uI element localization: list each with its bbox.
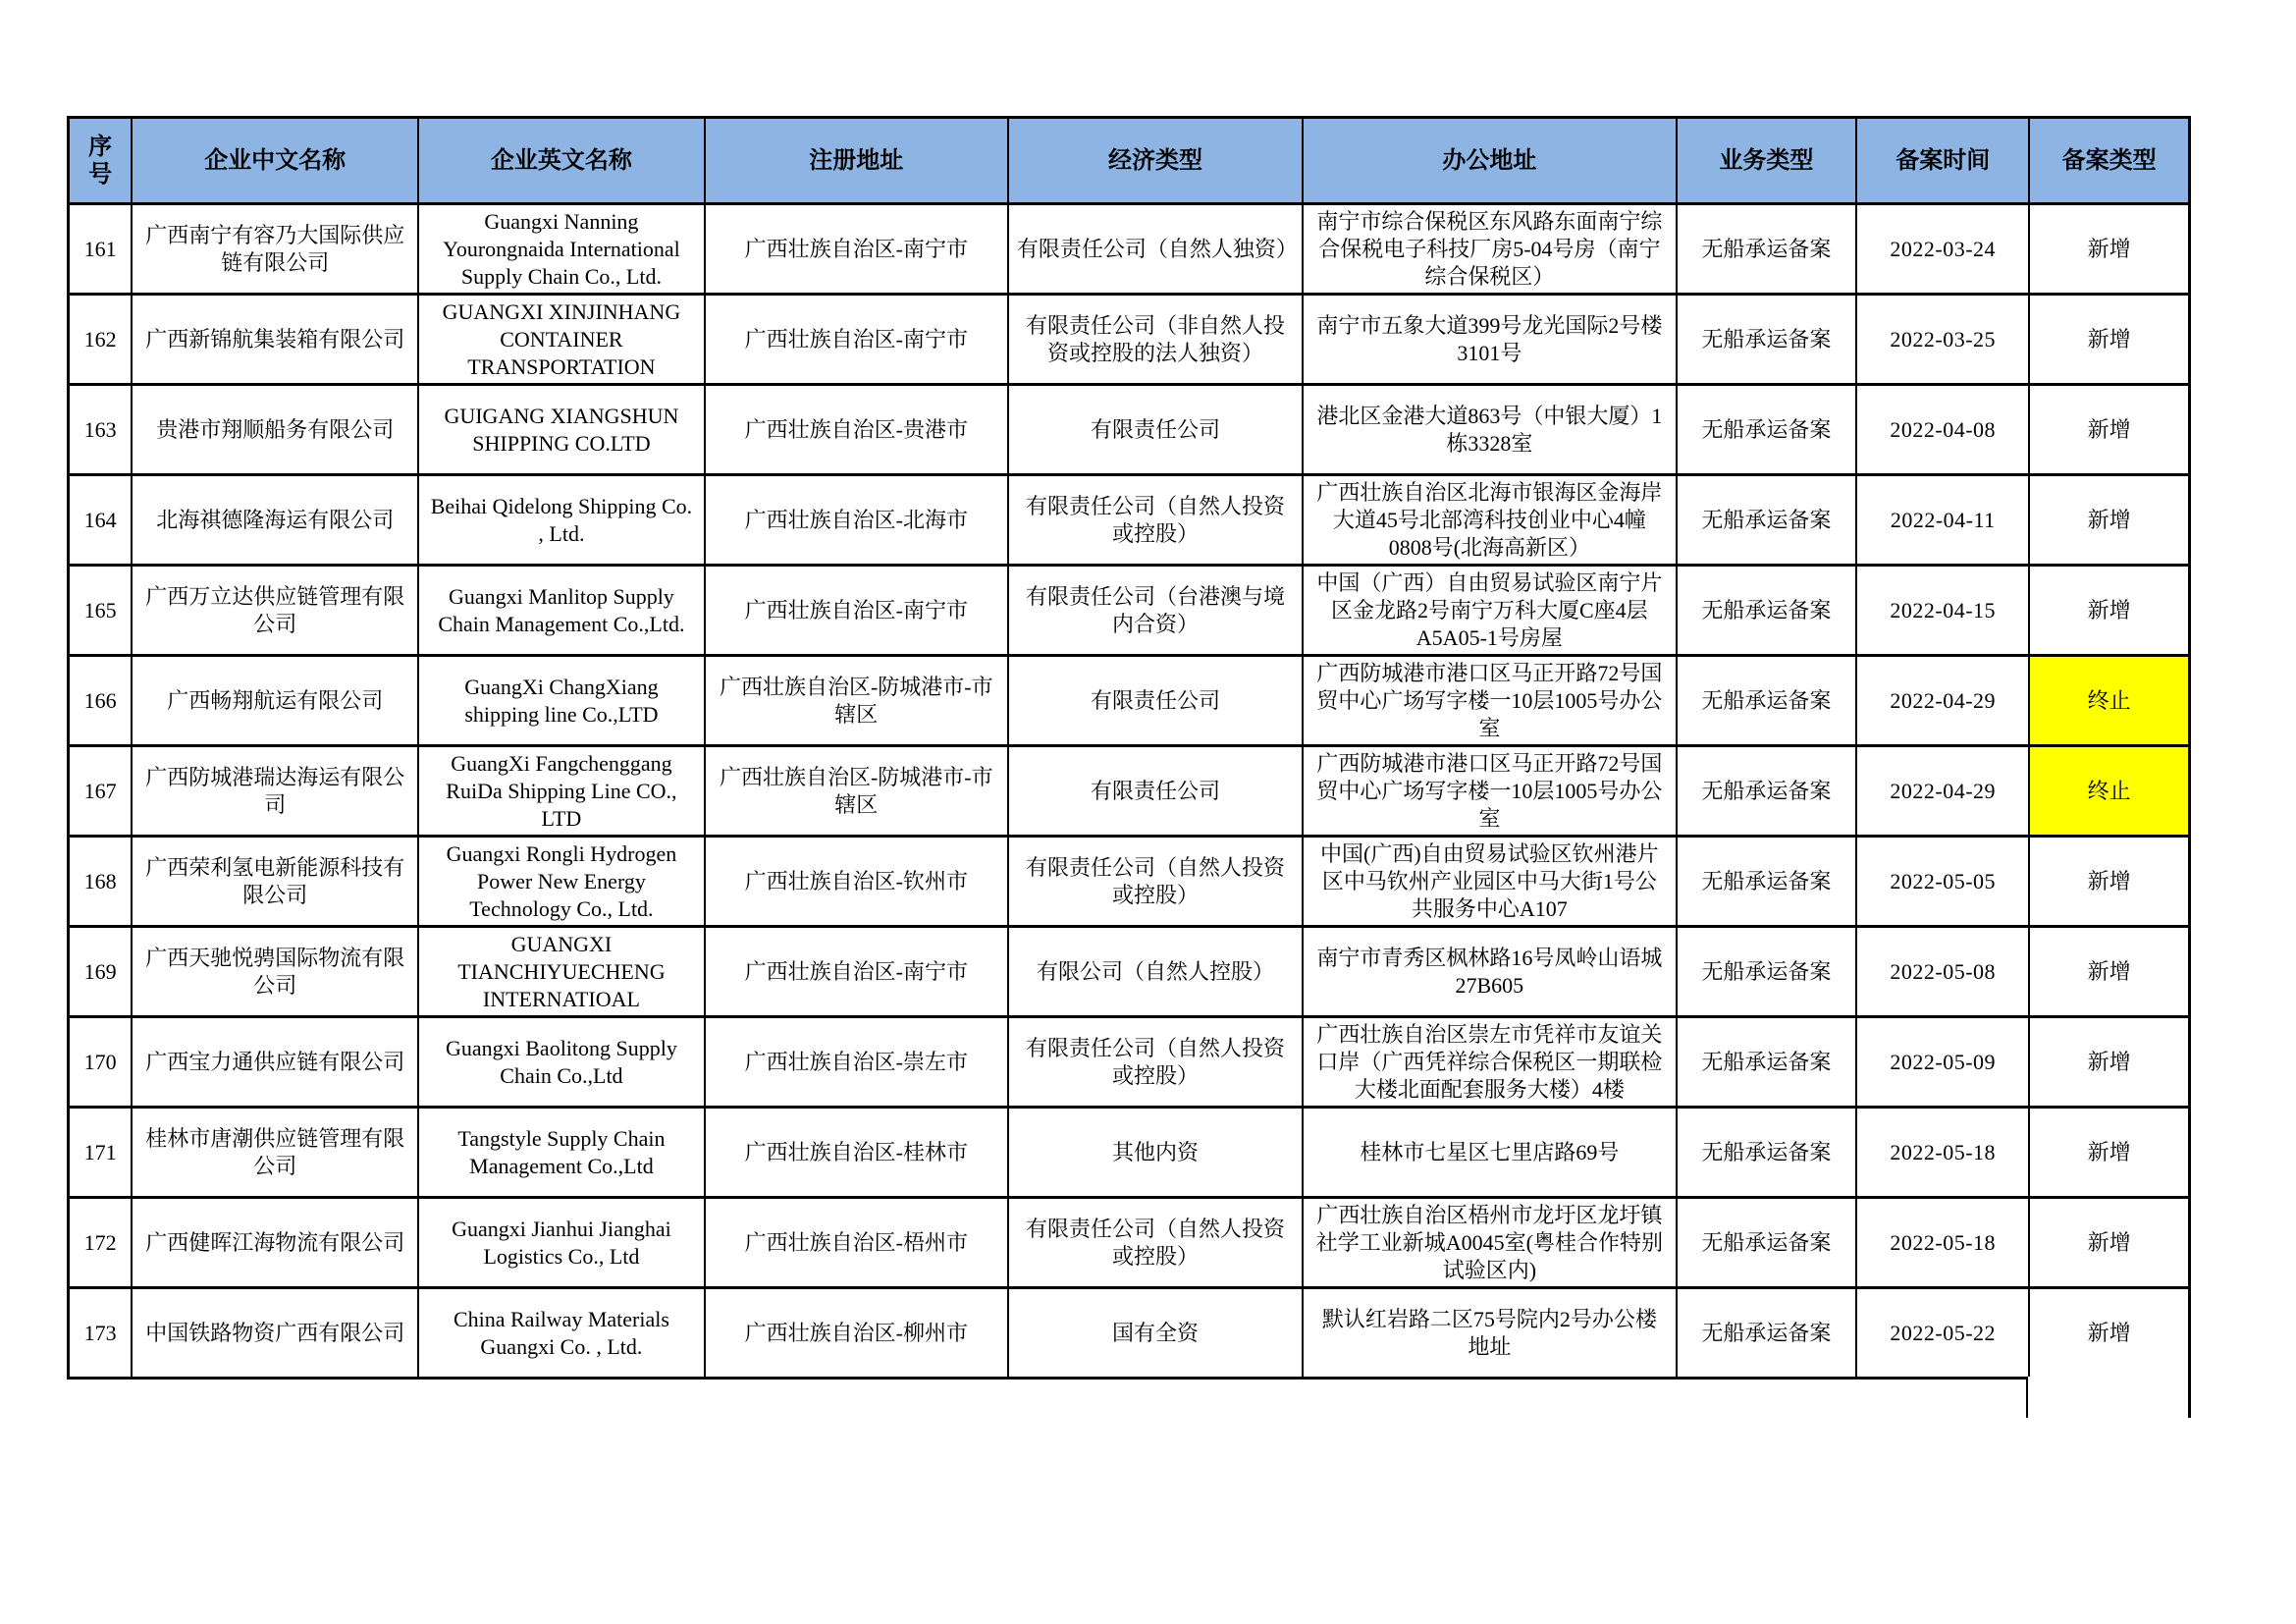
- cell-record-type: 终止: [2029, 656, 2189, 746]
- table-row: [69, 385, 2190, 475]
- cell-cn-name: 广西南宁有容乃大国际供应链有限公司: [132, 204, 418, 295]
- header-cn-name: 企业中文名称: [132, 118, 418, 204]
- cell-reg-address: 广西壮族自治区-南宁市: [705, 295, 1008, 385]
- cell-seq: 167: [69, 746, 133, 837]
- table-row: [69, 204, 2190, 295]
- cell-office-address: 南宁市综合保税区东风路东面南宁综合保税电子科技厂房5-04号房（南宁综合保税区）: [1303, 204, 1676, 295]
- cell-office-address: 中国(广西)自由贸易试验区钦州港片区中马钦州产业园区中马大街1号公共服务中心A107: [1303, 837, 1676, 927]
- cell-office-address: 广西壮族自治区崇左市凭祥市友谊关口岸（广西凭祥综合保税区一期联检大楼北面配套服务大楼）4楼: [1303, 1017, 1676, 1108]
- table-row: [69, 475, 2190, 566]
- cell-office-address: 南宁市五象大道399号龙光国际2号楼3101号: [1303, 295, 1676, 385]
- cell-biz-type: 无船承运备案: [1677, 1198, 1857, 1288]
- cell-record-type: 新增: [2029, 475, 2189, 566]
- cell-reg-address: 广西壮族自治区-钦州市: [705, 837, 1008, 927]
- cell-office-address: 广西防城港市港口区马正开路72号国贸中心广场写字楼一10层1005号办公室: [1303, 656, 1676, 746]
- cell-cn-name: 中国铁路物资广西有限公司: [132, 1288, 418, 1379]
- cell-record-date: 2022-03-24: [1856, 204, 2029, 295]
- cell-record-date: 2022-05-05: [1856, 837, 2029, 927]
- cell-cn-name: 贵港市翔顺船务有限公司: [132, 385, 418, 475]
- cell-econ-type: 其他内资: [1008, 1108, 1303, 1198]
- cell-en-name: GuangXi Fangchenggang RuiDa Shipping Line CO., LTD: [418, 746, 705, 837]
- cell-reg-address: 广西壮族自治区-南宁市: [705, 204, 1008, 295]
- cell-en-name: GUANGXI TIANCHIYUECHENG INTERNATIOAL: [418, 927, 705, 1017]
- cell-seq: 165: [69, 566, 133, 656]
- header-seq: 序号: [69, 118, 133, 204]
- cell-biz-type: 无船承运备案: [1677, 566, 1857, 656]
- cell-en-name: GuangXi ChangXiang shipping line Co.,LTD: [418, 656, 705, 746]
- cell-biz-type: 无船承运备案: [1677, 1108, 1857, 1198]
- cell-seq: 164: [69, 475, 133, 566]
- cell-record-type: 新增: [2029, 927, 2189, 1017]
- header-row: [69, 118, 2190, 204]
- cell-econ-type: 有限责任公司（自然人投资或控股）: [1008, 1017, 1303, 1108]
- cell-office-address: 桂林市七星区七里店路69号: [1303, 1108, 1676, 1198]
- cell-seq: 171: [69, 1108, 133, 1198]
- cell-reg-address: 广西壮族自治区-桂林市: [705, 1108, 1008, 1198]
- cell-record-type: 新增: [2029, 1198, 2189, 1288]
- header-office-address: 办公地址: [1303, 118, 1676, 204]
- company-filing-table-wrap: [67, 116, 2191, 1380]
- cell-cn-name: 广西健晖江海物流有限公司: [132, 1198, 418, 1288]
- cell-en-name: GUANGXI XINJINHANG CONTAINER TRANSPORTATION: [418, 295, 705, 385]
- header-record-date: 备案时间: [1856, 118, 2029, 204]
- cell-reg-address: 广西壮族自治区-南宁市: [705, 927, 1008, 1017]
- cell-cn-name: 广西万立达供应链管理有限公司: [132, 566, 418, 656]
- cell-record-type: 新增: [2029, 1288, 2189, 1379]
- cell-record-type: 新增: [2029, 385, 2189, 475]
- cell-record-type: 新增: [2029, 295, 2189, 385]
- cell-biz-type: 无船承运备案: [1677, 385, 1857, 475]
- cell-cn-name: 桂林市唐潮供应链管理有限公司: [132, 1108, 418, 1198]
- table-row: [69, 837, 2190, 927]
- cell-office-address: 广西壮族自治区北海市银海区金海岸大道45号北部湾科技创业中心4幢0808号(北海高新区）: [1303, 475, 1676, 566]
- cell-en-name: China Railway Materials Guangxi Co. , Ltd.: [418, 1288, 705, 1379]
- cell-record-date: 2022-05-18: [1856, 1108, 2029, 1198]
- company-filing-table: [67, 116, 2191, 1380]
- cell-econ-type: 有限责任公司（自然人投资或控股）: [1008, 837, 1303, 927]
- cell-biz-type: 无船承运备案: [1677, 204, 1857, 295]
- cell-record-date: 2022-05-08: [1856, 927, 2029, 1017]
- cell-seq: 172: [69, 1198, 133, 1288]
- cell-reg-address: 广西壮族自治区-梧州市: [705, 1198, 1008, 1288]
- cell-record-date: 2022-03-25: [1856, 295, 2029, 385]
- cell-record-date: 2022-04-08: [1856, 385, 2029, 475]
- table-row: [69, 1288, 2190, 1379]
- table-row: [69, 1017, 2190, 1108]
- cell-office-address: 港北区金港大道863号（中银大厦）1栋3328室: [1303, 385, 1676, 475]
- cell-record-type: 新增: [2029, 837, 2189, 927]
- cell-reg-address: 广西壮族自治区-北海市: [705, 475, 1008, 566]
- cell-record-date: 2022-05-22: [1856, 1288, 2029, 1379]
- cell-econ-type: 有限责任公司: [1008, 656, 1303, 746]
- cell-reg-address: 广西壮族自治区-防城港市-市辖区: [705, 656, 1008, 746]
- table-row: [69, 1108, 2190, 1198]
- header-econ-type: 经济类型: [1008, 118, 1303, 204]
- cell-cn-name: 广西宝力通供应链有限公司: [132, 1017, 418, 1108]
- cell-biz-type: 无船承运备案: [1677, 837, 1857, 927]
- cell-cn-name: 广西天驰悦骋国际物流有限公司: [132, 927, 418, 1017]
- cell-econ-type: 有限责任公司（自然人独资）: [1008, 204, 1303, 295]
- cell-cn-name: 广西新锦航集装箱有限公司: [132, 295, 418, 385]
- table-row: [69, 1198, 2190, 1288]
- cell-reg-address: 广西壮族自治区-贵港市: [705, 385, 1008, 475]
- cell-en-name: GUIGANG XIANGSHUN SHIPPING CO.LTD: [418, 385, 705, 475]
- cell-record-type: 新增: [2029, 1108, 2189, 1198]
- cell-biz-type: 无船承运备案: [1677, 927, 1857, 1017]
- cell-econ-type: 有限责任公司: [1008, 385, 1303, 475]
- cell-record-type: 终止: [2029, 746, 2189, 837]
- cell-econ-type: 有限责任公司（自然人投资或控股）: [1008, 475, 1303, 566]
- cell-office-address: 默认红岩路二区75号院内2号办公楼地址: [1303, 1288, 1676, 1379]
- cell-biz-type: 无船承运备案: [1677, 656, 1857, 746]
- cell-record-type: 新增: [2029, 204, 2189, 295]
- cell-seq: 162: [69, 295, 133, 385]
- cell-econ-type: 有限责任公司（台港澳与境内合资）: [1008, 566, 1303, 656]
- header-en-name: 企业英文名称: [418, 118, 705, 204]
- cell-en-name: Guangxi Baolitong Supply Chain Co.,Ltd: [418, 1017, 705, 1108]
- cell-reg-address: 广西壮族自治区-防城港市-市辖区: [705, 746, 1008, 837]
- cell-record-date: 2022-05-09: [1856, 1017, 2029, 1108]
- cell-office-address: 广西防城港市港口区马正开路72号国贸中心广场写字楼一10层1005号办公室: [1303, 746, 1676, 837]
- cell-reg-address: 广西壮族自治区-柳州市: [705, 1288, 1008, 1379]
- cell-reg-address: 广西壮族自治区-南宁市: [705, 566, 1008, 656]
- table-row: [69, 927, 2190, 1017]
- cell-office-address: 中国（广西）自由贸易试验区南宁片区金龙路2号南宁万科大厦C座4层A5A05-1号房屋: [1303, 566, 1676, 656]
- cell-econ-type: 国有全资: [1008, 1288, 1303, 1379]
- header-biz-type: 业务类型: [1677, 118, 1857, 204]
- cell-reg-address: 广西壮族自治区-崇左市: [705, 1017, 1008, 1108]
- cell-en-name: Guangxi Jianhui Jianghai Logistics Co., Ltd: [418, 1198, 705, 1288]
- cell-cn-name: 广西畅翔航运有限公司: [132, 656, 418, 746]
- cell-seq: 161: [69, 204, 133, 295]
- cell-record-type: 新增: [2029, 566, 2189, 656]
- cell-seq: 173: [69, 1288, 133, 1379]
- cell-cn-name: 广西防城港瑞达海运有限公司: [132, 746, 418, 837]
- cell-record-date: 2022-04-15: [1856, 566, 2029, 656]
- cell-cn-name: 北海祺德隆海运有限公司: [132, 475, 418, 566]
- table-row: [69, 566, 2190, 656]
- cell-record-date: 2022-04-29: [1856, 746, 2029, 837]
- cell-seq: 166: [69, 656, 133, 746]
- cell-econ-type: 有限责任公司（自然人投资或控股）: [1008, 1198, 1303, 1288]
- cell-biz-type: 无船承运备案: [1677, 475, 1857, 566]
- cell-record-date: 2022-04-29: [1856, 656, 2029, 746]
- last-column-open-cell-tail: [2026, 1377, 2191, 1418]
- header-record-type: 备案类型: [2029, 118, 2189, 204]
- cell-office-address: 广西壮族自治区梧州市龙圩区龙圩镇社学工业新城A0045室(粤桂合作特别试验区内): [1303, 1198, 1676, 1288]
- cell-seq: 163: [69, 385, 133, 475]
- cell-seq: 169: [69, 927, 133, 1017]
- cell-en-name: Guangxi Nanning Yourongnaida International Supply Chain Co., Ltd.: [418, 204, 705, 295]
- cell-en-name: Beihai Qidelong Shipping Co. , Ltd.: [418, 475, 705, 566]
- cell-seq: 168: [69, 837, 133, 927]
- cell-biz-type: 无船承运备案: [1677, 1288, 1857, 1379]
- cell-record-type: 新增: [2029, 1017, 2189, 1108]
- cell-econ-type: 有限责任公司（非自然人投资或控股的法人独资）: [1008, 295, 1303, 385]
- cell-record-date: 2022-04-11: [1856, 475, 2029, 566]
- table-row: [69, 295, 2190, 385]
- cell-en-name: Guangxi Manlitop Supply Chain Management Co.,Ltd.: [418, 566, 705, 656]
- cell-biz-type: 无船承运备案: [1677, 295, 1857, 385]
- cell-cn-name: 广西荣利氢电新能源科技有限公司: [132, 837, 418, 927]
- cell-econ-type: 有限责任公司: [1008, 746, 1303, 837]
- cell-biz-type: 无船承运备案: [1677, 1017, 1857, 1108]
- cell-en-name: Tangstyle Supply Chain Management Co.,Ltd: [418, 1108, 705, 1198]
- cell-seq: 170: [69, 1017, 133, 1108]
- cell-biz-type: 无船承运备案: [1677, 746, 1857, 837]
- table-row: [69, 746, 2190, 837]
- cell-record-date: 2022-05-18: [1856, 1198, 2029, 1288]
- table-row: [69, 656, 2190, 746]
- header-reg-address: 注册地址: [705, 118, 1008, 204]
- cell-econ-type: 有限公司（自然人控股）: [1008, 927, 1303, 1017]
- cell-en-name: Guangxi Rongli Hydrogen Power New Energy Technology Co., Ltd.: [418, 837, 705, 927]
- cell-office-address: 南宁市青秀区枫林路16号凤岭山语城27B605: [1303, 927, 1676, 1017]
